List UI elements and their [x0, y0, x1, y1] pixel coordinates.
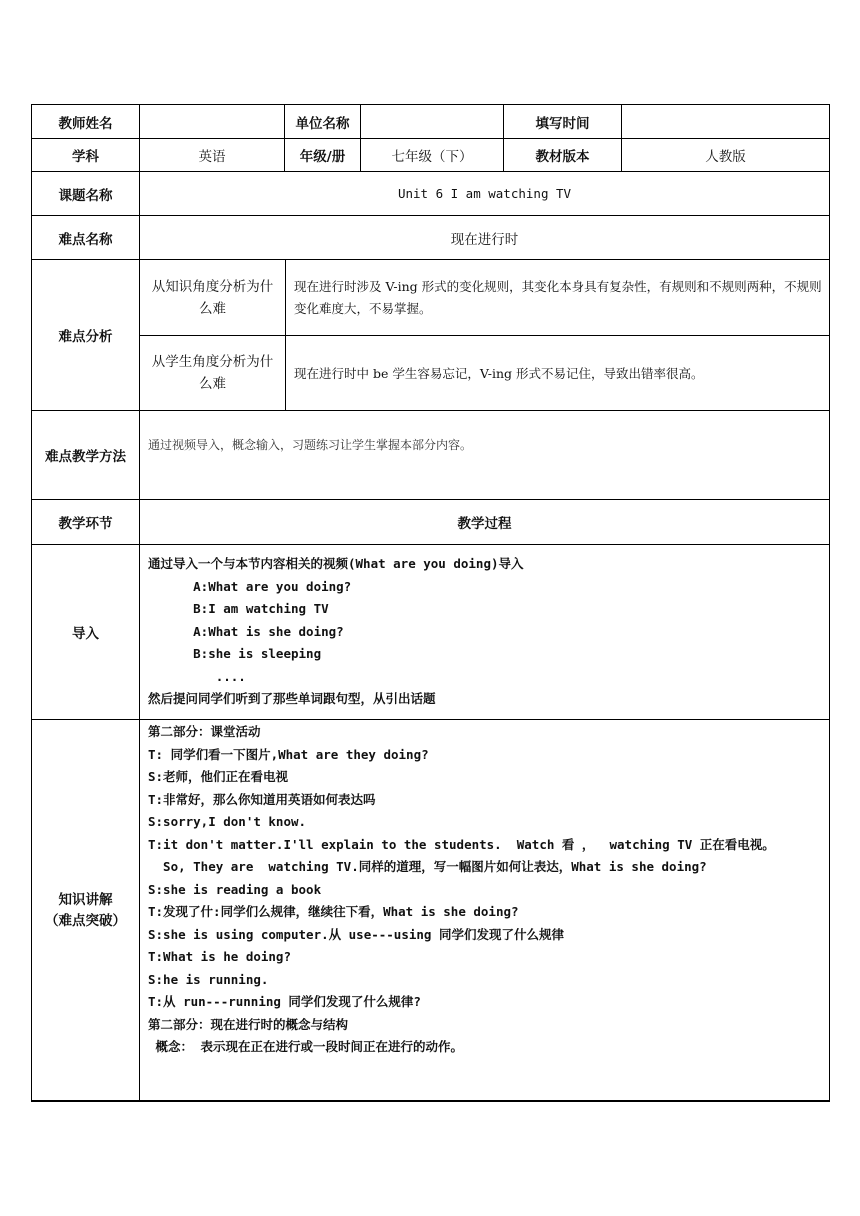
knowledge-line: So, They are watching TV.同样的道理，写一幅图片如何让表达，What is she doing? — [148, 859, 707, 874]
intro-line: A:What are you doing? — [148, 578, 352, 594]
teacher-name-label: 教师姓名 — [32, 105, 140, 138]
knowledge-line: S:he is running. — [148, 971, 269, 987]
analysis-label: 难点分析 — [32, 260, 140, 410]
intro-content — [140, 545, 829, 719]
knowledge-label — [32, 720, 140, 1102]
fill-date-value — [622, 105, 829, 138]
grade-label: 年级/册 — [285, 139, 361, 171]
knowledge-line: 概念： 表示现在正在进行或一段时间正在进行的动作。 — [148, 1039, 464, 1054]
knowledge-line: T:What is he doing? — [148, 949, 291, 964]
knowledge-line: T:从 run---running 同学们发现了什么规律? — [148, 994, 421, 1009]
knowledge-line: S:sorry,I don't know. — [148, 814, 307, 829]
difficulty-value: 现在进行时 — [450, 231, 519, 248]
process-header-row — [31, 499, 830, 544]
knowledge-line: 第二部分：课堂活动 — [148, 724, 261, 739]
edition-value: 人教版 — [705, 149, 746, 165]
intro-line: A:What is she doing? — [148, 623, 344, 639]
knowledge-line: T:it don't matter.I'll explain to the students. Watch 看 ， watching TV 正在看电视。 — [148, 836, 775, 852]
knowledge-line: S:老师，他们正在看电视 — [148, 769, 289, 784]
intro-row — [31, 544, 830, 719]
student-analysis-subrow — [140, 336, 829, 410]
method-row — [31, 410, 830, 499]
subject-label: 学科 — [32, 139, 140, 171]
difficulty-row — [31, 215, 830, 259]
knowledge-angle-label: 从知识角度分析为什么难 — [140, 260, 286, 335]
intro-label: 导入 — [32, 545, 140, 719]
teacher-name-value — [140, 105, 285, 138]
topic-row — [31, 171, 830, 215]
process-label: 教学过程 — [457, 516, 512, 532]
intro-line: 然后提问同学们听到了那些单词跟句型，从引出话题 — [148, 691, 436, 706]
method-text: 通过视频导入，概念输入，习题练习让学生掌握本部分内容。 — [148, 438, 473, 452]
topic-value: Unit 6 I am watching TV — [397, 186, 572, 201]
student-angle-label: 从学生角度分析为什么难 — [140, 336, 286, 410]
knowledge-line: T: 同学们看一下图片,What are they doing? — [148, 746, 429, 762]
knowledge-line: T:发现了什:同学们么规律，继续往下看，What is she doing? — [148, 904, 519, 919]
intro-line: B:she is sleeping — [148, 646, 322, 661]
knowledge-label-line2: （难点突破） — [45, 913, 126, 929]
edition-label: 教材版本 — [504, 139, 622, 171]
table-bottom-border — [31, 1100, 830, 1102]
intro-line: B:I am watching TV — [148, 601, 329, 616]
subject-row — [31, 138, 830, 171]
knowledge-content — [140, 720, 829, 1102]
knowledge-line: S:she is using computer.从 use---using 同学们发现了什么规律 — [148, 926, 564, 942]
lesson-plan-table — [31, 104, 830, 1102]
fill-date-label: 填写时间 — [504, 105, 622, 138]
knowledge-angle-text: 现在进行时涉及 V-ing 形式的变化规则，其变化本身具有复杂性，有规则和不规则两种，不规则变化难度大，不易掌握。 — [294, 278, 822, 316]
knowledge-line: 第二部分：现在进行时的概念与结构 — [148, 1016, 349, 1032]
header-row — [31, 104, 830, 138]
knowledge-line: S:she is reading a book — [148, 881, 322, 897]
process-stage-label: 教学环节 — [32, 500, 140, 544]
grade-value: 七年级（下） — [361, 139, 504, 171]
topic-label: 课题名称 — [32, 172, 140, 215]
method-label: 难点教学方法 — [32, 411, 140, 499]
knowledge-label-line1: 知识讲解 — [58, 892, 113, 908]
difficulty-label: 难点名称 — [32, 216, 140, 259]
unit-name-label: 单位名称 — [285, 105, 361, 138]
knowledge-line: T:非常好，那么你知道用英语如何表达吗 — [148, 791, 376, 807]
analysis-row — [31, 259, 830, 410]
intro-line: .... — [148, 668, 246, 684]
unit-name-value — [361, 105, 504, 138]
intro-line: 通过导入一个与本节内容相关的视频(What are you doing)导入 — [148, 556, 524, 571]
knowledge-row — [31, 719, 830, 1102]
student-angle-text: 现在进行时中 be 学生容易忘记，V-ing 形式不易记住，导致出错率很高。 — [294, 366, 704, 381]
knowledge-analysis-subrow — [140, 260, 829, 336]
subject-value: 英语 — [140, 139, 285, 171]
